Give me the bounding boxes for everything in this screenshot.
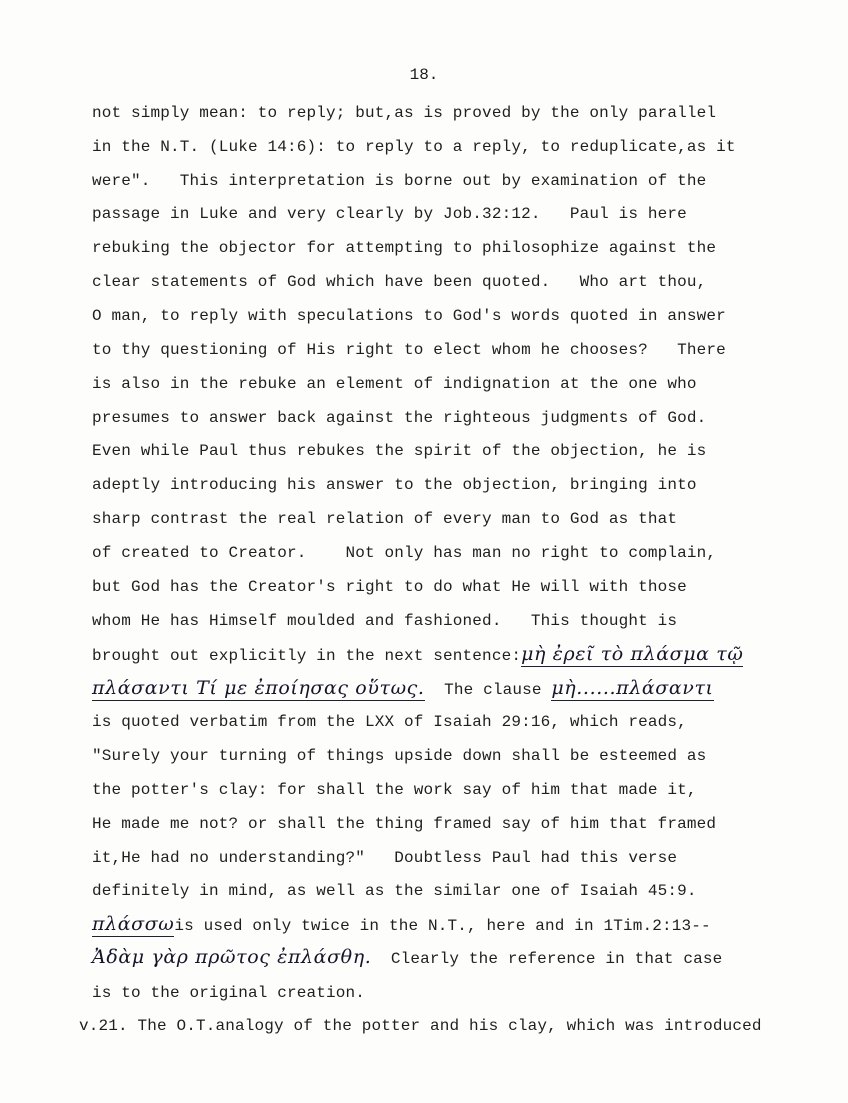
text-line [92, 644, 743, 666]
text-line: but God has the Creator's right to do what He will with those [92, 578, 687, 596]
page-number: 18. [409, 66, 439, 84]
text-line: presumes to answer back against the righteous judgments of God. [92, 409, 707, 427]
text-line [92, 947, 722, 969]
text-line: the potter's clay: for shall the work say of him that made it, [92, 781, 697, 799]
text-line: "Surely your turning of things upside down shall be esteemed as [92, 747, 707, 765]
greek-handwriting: πλάσαντι Τί με ἐποίησας οὕτως. [92, 677, 425, 699]
text-segment: The clause [424, 681, 552, 699]
text-line: in the N.T. (Luke 14:6): to reply to a reply, to reduplicate,as it [92, 138, 736, 156]
text-line: is quoted verbatim from the LXX of Isaiah 29:16, which reads, [92, 713, 687, 731]
text-segment: Clearly the reference in that case [371, 950, 723, 968]
text-line: is also in the rebuke an element of indignation at the one who [92, 375, 697, 393]
greek-handwriting: Ἀδὰμ γὰρ πρῶτος ἐπλάσθη. [92, 946, 372, 968]
greek-handwriting: πλάσσω [92, 913, 175, 935]
text-line: O man, to reply with speculations to God's words quoted in answer [92, 307, 726, 325]
text-line: sharp contrast the real relation of every man to God as that [92, 510, 678, 528]
text-line: Even while Paul thus rebukes the spirit of the objection, he is [92, 442, 707, 460]
text-line: v.21. The O.T.analogy of the potter and his clay, which was introduced [79, 1017, 762, 1035]
text-line [92, 914, 711, 936]
text-line: not simply mean: to reply; but,as is proved by the only parallel [92, 104, 717, 122]
greek-handwriting: μὴ......πλάσαντι [551, 677, 714, 699]
text-line: to thy questioning of His right to elect whom he chooses? There [92, 341, 726, 359]
text-line: clear statements of God which have been quoted. Who art thou, [92, 273, 707, 291]
text-line [92, 678, 714, 700]
text-segment: brought out explicitly in the next sentence: [92, 647, 522, 665]
text-line: were". This interpretation is borne out by examination of the [92, 172, 707, 190]
text-segment: is used only twice in the N.T., here and in 1Tim.2:13-- [174, 917, 711, 935]
text-line: is to the original creation. [92, 984, 366, 1002]
text-line: adeptly introducing his answer to the objection, bringing into [92, 476, 697, 494]
text-line: passage in Luke and very clearly by Job.32:12. Paul is here [92, 205, 687, 223]
text-line: He made me not? or shall the thing framed say of him that framed [92, 815, 717, 833]
text-line: whom He has Himself moulded and fashioned. This thought is [92, 612, 678, 630]
greek-handwriting: μὴ ἐρεῖ τὸ πλάσμα τῷ [521, 643, 744, 665]
text-line: of created to Creator. Not only has man no right to complain, [92, 544, 717, 562]
text-line: rebuking the objector for attempting to philosophize against the [92, 239, 717, 257]
text-line: definitely in mind, as well as the similar one of Isaiah 45:9. [92, 882, 697, 900]
text-line: it,He had no understanding?" Doubtless Paul had this verse [92, 849, 678, 867]
